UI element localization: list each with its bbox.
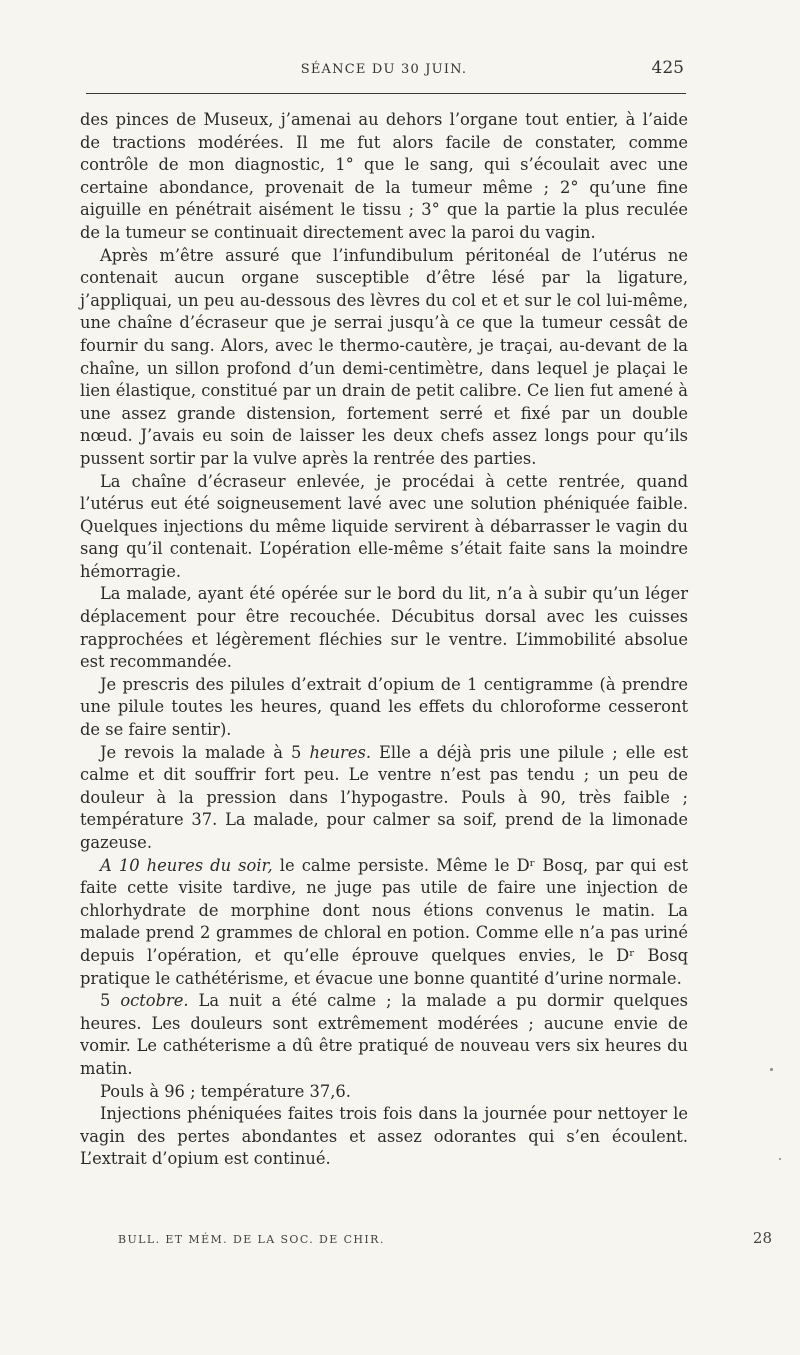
paragraph	[80, 109, 688, 245]
header-rule	[86, 93, 686, 94]
paragraph	[80, 674, 688, 742]
text-run: Pouls à 96 ; température 37,6.	[100, 1081, 351, 1101]
italic-text: heures.	[309, 742, 371, 762]
text-run: La chaîne d’écraseur enlevée, je procédai à cette rentrée, quand l’utérus eut été soigneusement lavé avec une solution phéniquée faible. Quelques injections du même liquide servirent à débarrasser le vagin du sang qu’il contenait. L’opération elle-même s’était faite sans la moindre hémorragie.	[80, 471, 688, 581]
paper-speck	[770, 1068, 773, 1071]
paragraph	[80, 471, 688, 584]
paragraph	[80, 1103, 688, 1171]
text-run: Elle a déjà pris une pilule ; elle est calme et dit souffrir fort peu. Le ventre n’est pas tendu ; un peu de douleur à la pression dans l’hypogastre. Pouls à 90, très faible ; température 37. La malade, pour calmer sa soif, prend de la limonade gazeuse.	[80, 742, 688, 852]
text-run: Je prescris des pilules d’extrait d’opium de 1 centigramme (à prendre une pilule toutes les heures, quand les effets du chloroforme cesseront de se faire sentir).	[80, 674, 688, 740]
paper-speck	[779, 1158, 781, 1160]
body-text	[80, 109, 688, 1171]
text-run: 5	[100, 991, 121, 1011]
paragraph	[80, 855, 688, 991]
running-head	[80, 58, 688, 82]
paragraph	[80, 245, 688, 471]
text-run: Je revois la malade à 5	[100, 742, 310, 762]
text-run: le calme persiste. Même le Dʳ Bosq, par qui est faite cette visite tardive, ne juge pas utile de faire une injection de chlorhydrate de morphine dont nous étions convenus le matin. La malade prend 2 grammes de chloral en potion. Comme elle n’a pas uriné depuis l’opération, et qu’elle éprouve quelques envies, le Dʳ Bosq pratique le cathétérisme, et évacue une bonne quantité d’urine normale.	[80, 855, 688, 988]
running-title: SÉANCE DU 30 JUIN.	[300, 62, 468, 77]
footer-source: BULL. ET MÉM. DE LA SOC. DE CHIR.	[118, 1233, 385, 1246]
page-number: 425	[651, 58, 684, 78]
italic-text: A 10 heures du soir,	[100, 855, 273, 875]
footer-signature: 28	[752, 1229, 772, 1247]
italic-text: octobre.	[120, 991, 189, 1011]
paragraph	[80, 990, 688, 1080]
text-run: Après m’être assuré que l’infundibulum péritonéal de l’utérus ne contenait aucun organe susceptible d’être lésé par la ligature, j’appliquai, un peu au-dessous des lèvres du col et et sur le col lui-même, une chaîne d’écraseur que je serrai jusqu’à ce que la tumeur cessât de fournir du sang. Alors, avec le thermo-cautère, je traçai, au-devant de la chaîne, un sillon profond d’un demi-centimètre, dans lequel je plaçai le lien élastique, constitué par un drain de petit calibre. Ce lien fut amené à une assez grande distension, fortement serré et fixé par un double nœud. J’avais eu soin de laisser les deux chefs assez longs pour qu’ils pussent sortir par la vulve après la rentrée des parties.	[80, 245, 688, 468]
paragraph	[80, 1081, 688, 1104]
paragraph	[80, 742, 688, 855]
text-run: La nuit a été calme ; la malade a pu dormir quelques heures. Les douleurs sont extrêmement modérées ; aucune envie de vomir. Le cathéterisme a dû être pratiqué de nouveau vers six heures du matin.	[80, 991, 688, 1078]
paragraph	[80, 583, 688, 673]
text-run: La malade, ayant été opérée sur le bord du lit, n’a à subir qu’un léger déplacement pour être recouchée. Décubitus dorsal avec les cuisses rapprochées et légèrement fléchies sur le ventre. L’immobilité absolue est recommandée.	[80, 584, 688, 672]
text-run: Injections phéniquées faites trois fois dans la journée pour nettoyer le vagin des pertes abondantes et assez odorantes qui s’en écoulent. L’extrait d’opium est continué.	[80, 1104, 688, 1169]
text-run: des pinces de Museux, j’amenai au dehors l’organe tout entier, à l’aide de tractions modérées. Il me fut alors facile de constater, comme contrôle de mon diagnostic, 1° que le sang, qui s’écoulait avec une certaine abondance, provenait de la tumeur même ; 2° qu’une fine aiguille en pénétrait aisément le tissu ; 3° que la partie la plus reculée de la tumeur se continuait directement avec la paroi du vagin.	[80, 110, 688, 242]
